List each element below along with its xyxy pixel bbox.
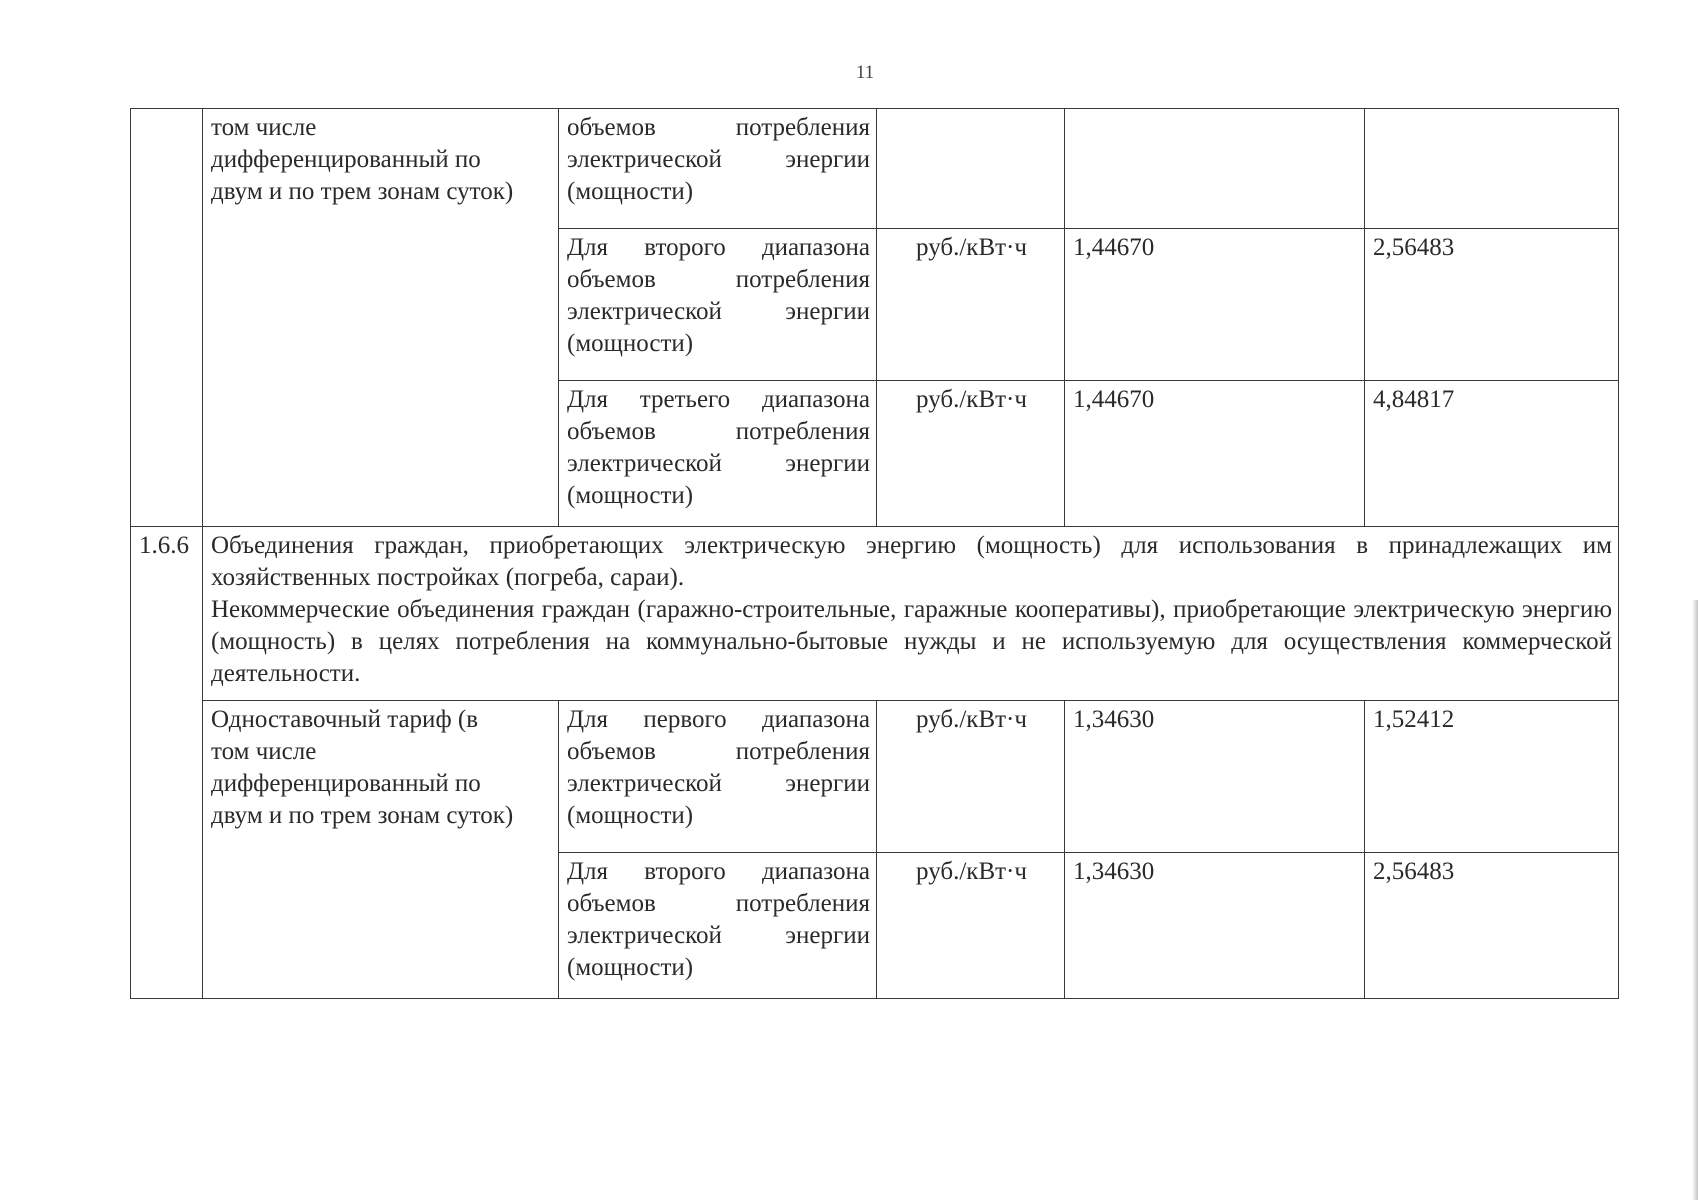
tariff-name: том числе дифференцированный по двум и по трем зонам суток) xyxy=(211,114,514,205)
value-cell: 2,56483 xyxy=(1365,229,1619,381)
range-desc-line: объемов потребления xyxy=(567,890,870,917)
range-desc-line: электрической энергии xyxy=(567,450,870,477)
value-cell: 1,34630 xyxy=(1065,853,1365,999)
range-description-cell xyxy=(559,381,877,527)
value-cell xyxy=(1365,109,1619,229)
unit-cell xyxy=(877,109,1065,229)
range-description-cell xyxy=(559,701,877,853)
table-row xyxy=(131,701,1619,853)
range-desc-line: Для второго диапазона xyxy=(567,858,870,885)
unit-cell: руб./кВт·ч xyxy=(877,853,1065,999)
section-number-cell-empty xyxy=(131,109,203,527)
section-number: 1.6.6 xyxy=(139,532,189,559)
range-desc-line: Для третьего диапазона xyxy=(567,386,870,413)
range-desc-line: электрической энергии xyxy=(567,146,870,173)
range-description-cell xyxy=(559,229,877,381)
range-desc-line: (мощности) xyxy=(567,802,694,829)
value-cell: 1,44670 xyxy=(1065,381,1365,527)
unit-cell: руб./кВт·ч xyxy=(877,229,1065,381)
range-desc-line: объемов потребления xyxy=(567,266,870,293)
value-cell xyxy=(1065,109,1365,229)
range-desc-line: электрической энергии xyxy=(567,298,870,325)
value-cell: 2,56483 xyxy=(1365,853,1619,999)
section-description-paragraph: Объединения граждан, приобретающих электрическую энергию (мощность) для использования в принадлежащих им хозяйственных постройках (погреба, сараи). xyxy=(211,532,1612,591)
page-number: 11 xyxy=(855,62,875,83)
section-description-cell xyxy=(203,527,1619,701)
range-description-cell xyxy=(559,853,877,999)
scan-edge-shadow xyxy=(1692,600,1698,1200)
range-desc-line: (мощности) xyxy=(567,330,694,357)
unit-cell: руб./кВт·ч xyxy=(877,701,1065,853)
tariff-name-cell xyxy=(203,701,559,999)
section-description-paragraph: Некоммерческие объединения граждан (гаражно-строительные, гаражные кооперативы), приобретающие электрическую энергию (мощность) в целях потребления на коммунально-бытовые нужды и не используемую для осуществления коммерческой деятельности. xyxy=(211,596,1612,687)
value-cell: 1,52412 xyxy=(1365,701,1619,853)
tariff-name: Одноставочный тариф (в том числе дифференцированный по двум и по трем зонам суток) xyxy=(211,706,514,829)
range-desc-line: электрической энергии xyxy=(567,770,870,797)
range-desc-line: объемов потребления xyxy=(567,114,870,141)
value-cell: 4,84817 xyxy=(1365,381,1619,527)
range-desc-line: электрической энергии xyxy=(567,922,870,949)
range-desc-line: объемов потребления xyxy=(567,738,870,765)
range-desc-line: Для второго диапазона xyxy=(567,234,870,261)
tariff-name-cell xyxy=(203,109,559,527)
range-desc-line: Для первого диапазона xyxy=(567,706,870,733)
range-desc-line: (мощности) xyxy=(567,954,694,981)
range-desc-line: объемов потребления xyxy=(567,418,870,445)
value-cell: 1,44670 xyxy=(1065,229,1365,381)
tariff-table xyxy=(130,108,1619,999)
range-desc-line: (мощности) xyxy=(567,178,694,205)
unit-cell: руб./кВт·ч xyxy=(877,381,1065,527)
range-desc-line: (мощности) xyxy=(567,482,694,509)
section-number-cell xyxy=(131,527,203,999)
table-row xyxy=(131,109,1619,229)
table-row xyxy=(131,527,1619,701)
range-description-cell xyxy=(559,109,877,229)
value-cell: 1,34630 xyxy=(1065,701,1365,853)
